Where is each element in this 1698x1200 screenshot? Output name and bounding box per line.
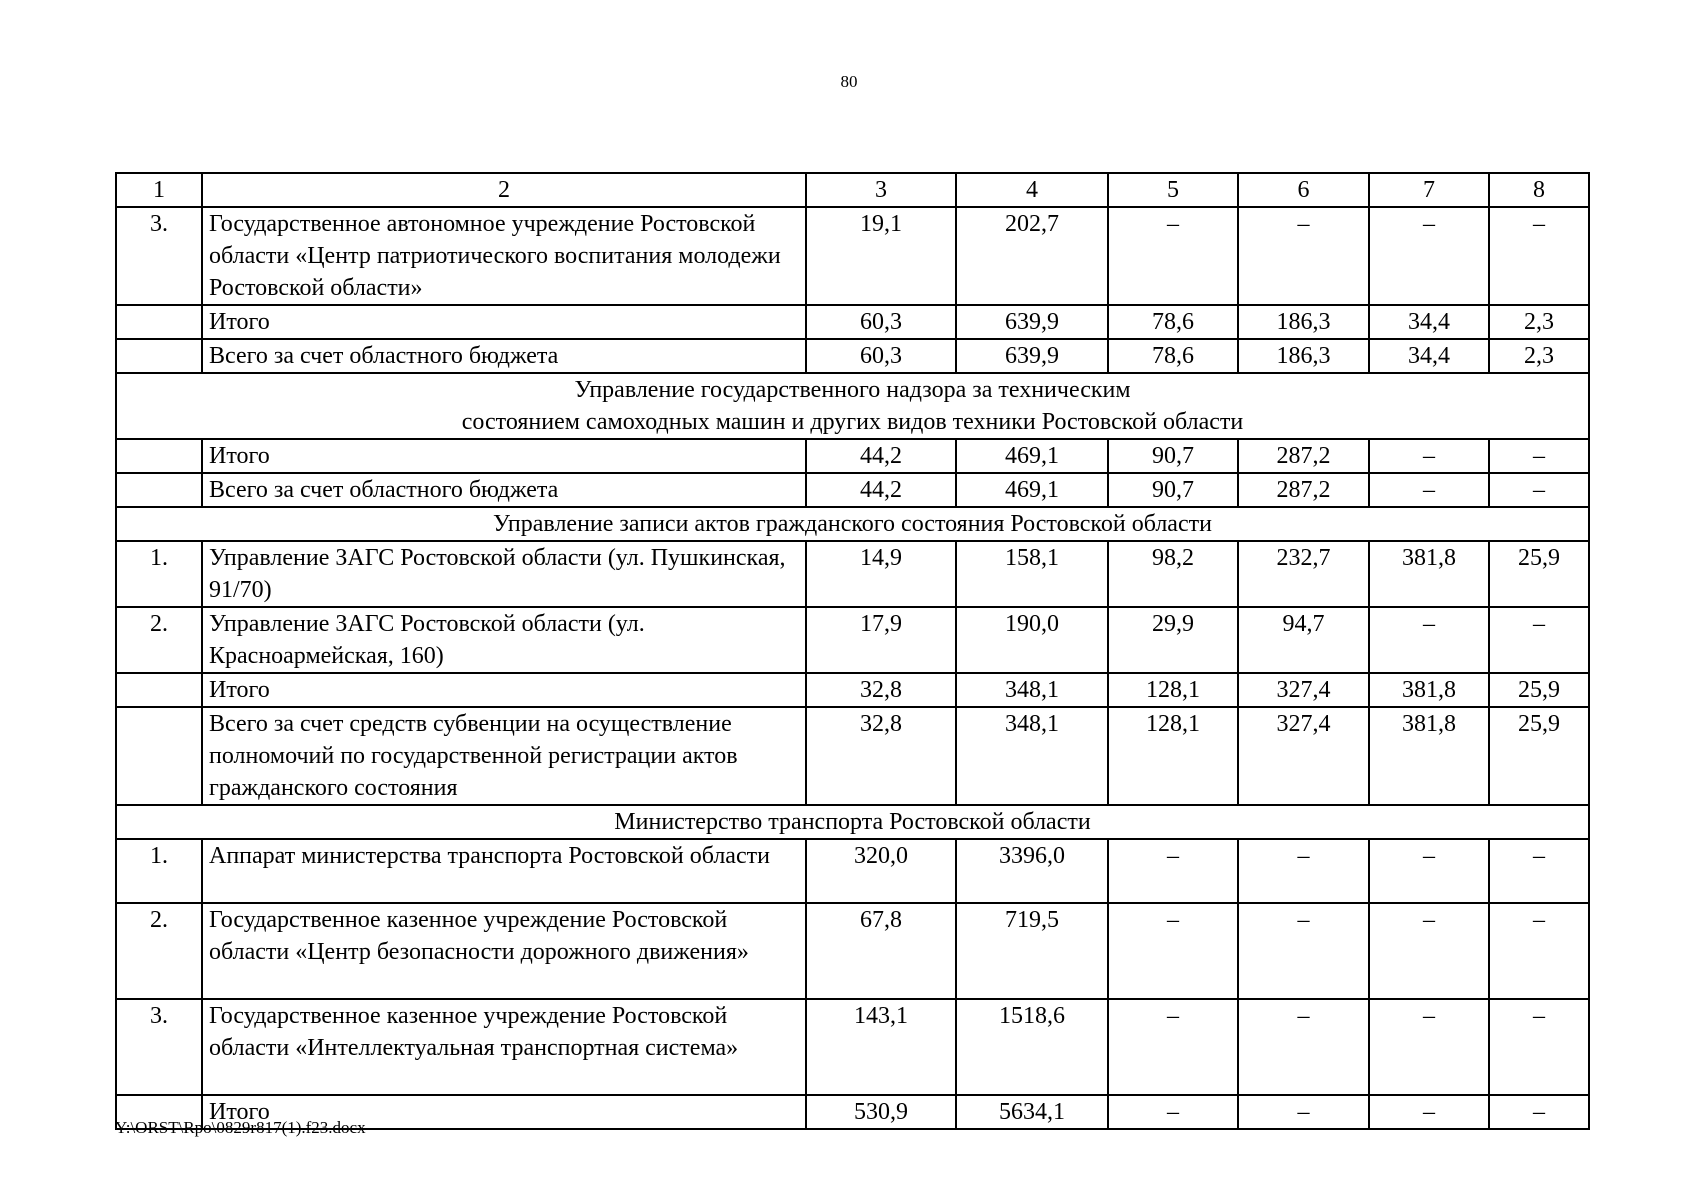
value-cell-col3: 32,8 <box>806 707 956 805</box>
value-cell-col8: 25,9 <box>1489 707 1589 805</box>
value-cell-col4: 719,5 <box>956 903 1108 999</box>
table-row <box>116 541 1589 607</box>
value-cell-col7: 34,4 <box>1369 305 1489 339</box>
value-cell-col7: – <box>1369 607 1489 673</box>
table-row <box>116 839 1589 903</box>
row-name: Итого <box>202 1095 806 1129</box>
value-cell-col6: 94,7 <box>1238 607 1369 673</box>
value-cell-col3: 320,0 <box>806 839 956 903</box>
row-name: Государственное казенное учреждение Ростовской области «Интеллектуальная транспортная система» <box>202 999 806 1095</box>
value-cell-col3: 14,9 <box>806 541 956 607</box>
value-cell-col6: – <box>1238 839 1369 903</box>
value-cell-col7: – <box>1369 207 1489 305</box>
row-number <box>116 707 202 805</box>
value-cell-col4: 469,1 <box>956 473 1108 507</box>
value-cell-col3: 32,8 <box>806 673 956 707</box>
value-cell-col4: 5634,1 <box>956 1095 1108 1129</box>
value-cell-col5: – <box>1108 839 1238 903</box>
header-cell: 2 <box>202 173 806 207</box>
value-cell-col4: 202,7 <box>956 207 1108 305</box>
row-name: Управление ЗАГС Ростовской области (ул. Красноармейская, 160) <box>202 607 806 673</box>
value-cell-col6: – <box>1238 903 1369 999</box>
value-cell-col8: – <box>1489 1095 1589 1129</box>
row-number: 1. <box>116 839 202 903</box>
section-header-row <box>116 373 1589 439</box>
section-title-line: Управление государственного надзора за техническим <box>574 377 1131 403</box>
value-cell-col3: 60,3 <box>806 339 956 373</box>
section-title <box>116 805 1589 839</box>
value-cell-col3: 44,2 <box>806 473 956 507</box>
value-cell-col6: 232,7 <box>1238 541 1369 607</box>
value-cell-col6: 287,2 <box>1238 439 1369 473</box>
page-number: 80 <box>840 72 858 91</box>
table-row <box>116 207 1589 305</box>
value-cell-col5: 29,9 <box>1108 607 1238 673</box>
value-cell-col5: – <box>1108 999 1238 1095</box>
value-cell-col7: 381,8 <box>1369 707 1489 805</box>
table-row <box>116 707 1589 805</box>
section-title-line: состоянием самоходных машин и других видов техники Ростовской области <box>461 409 1244 435</box>
value-cell-col7: 381,8 <box>1369 541 1489 607</box>
value-cell-col6: – <box>1238 207 1369 305</box>
budget-table <box>115 172 1590 1130</box>
value-cell-col6: 327,4 <box>1238 673 1369 707</box>
row-number <box>116 339 202 373</box>
value-cell-col8: – <box>1489 839 1589 903</box>
row-number <box>116 673 202 707</box>
value-cell-col7: – <box>1369 473 1489 507</box>
table-body <box>116 173 1589 1129</box>
section-title <box>116 373 1589 439</box>
row-name: Аппарат министерства транспорта Ростовской области <box>202 839 806 903</box>
value-cell-col5: – <box>1108 1095 1238 1129</box>
row-number: 3. <box>116 207 202 305</box>
value-cell-col8: – <box>1489 207 1589 305</box>
value-cell-col5: – <box>1108 903 1238 999</box>
value-cell-col3: 67,8 <box>806 903 956 999</box>
header-cell: 8 <box>1489 173 1589 207</box>
value-cell-col8: 2,3 <box>1489 305 1589 339</box>
value-cell-col3: 19,1 <box>806 207 956 305</box>
row-number: 3. <box>116 999 202 1095</box>
value-cell-col7: – <box>1369 1095 1489 1129</box>
row-name: Всего за счет областного бюджета <box>202 339 806 373</box>
value-cell-col4: 639,9 <box>956 305 1108 339</box>
value-cell-col6: – <box>1238 999 1369 1095</box>
value-cell-col6: 186,3 <box>1238 305 1369 339</box>
value-cell-col4: 158,1 <box>956 541 1108 607</box>
value-cell-col7: 34,4 <box>1369 339 1489 373</box>
value-cell-col4: 3396,0 <box>956 839 1108 903</box>
value-cell-col5: 78,6 <box>1108 305 1238 339</box>
value-cell-col5: – <box>1108 207 1238 305</box>
value-cell-col6: 186,3 <box>1238 339 1369 373</box>
value-cell-col5: 98,2 <box>1108 541 1238 607</box>
value-cell-col7: 381,8 <box>1369 673 1489 707</box>
value-cell-col7: – <box>1369 903 1489 999</box>
row-name: Итого <box>202 305 806 339</box>
row-name: Всего за счет областного бюджета <box>202 473 806 507</box>
row-name: Итого <box>202 439 806 473</box>
value-cell-col5: 128,1 <box>1108 673 1238 707</box>
row-number: 2. <box>116 903 202 999</box>
value-cell-col4: 639,9 <box>956 339 1108 373</box>
table-row <box>116 999 1589 1095</box>
row-number: 1. <box>116 541 202 607</box>
value-cell-col7: – <box>1369 999 1489 1095</box>
value-cell-col4: 348,1 <box>956 707 1108 805</box>
value-cell-col6: 287,2 <box>1238 473 1369 507</box>
value-cell-col4: 469,1 <box>956 439 1108 473</box>
value-cell-col8: – <box>1489 903 1589 999</box>
table-row <box>116 339 1589 373</box>
value-cell-col5: 90,7 <box>1108 439 1238 473</box>
section-title-line: Министерство транспорта Ростовской области <box>614 809 1091 835</box>
value-cell-col5: 128,1 <box>1108 707 1238 805</box>
value-cell-col6: 327,4 <box>1238 707 1369 805</box>
table-row <box>116 305 1589 339</box>
table-row <box>116 473 1589 507</box>
value-cell-col8: – <box>1489 473 1589 507</box>
value-cell-col5: 78,6 <box>1108 339 1238 373</box>
row-name: Итого <box>202 673 806 707</box>
value-cell-col6: – <box>1238 1095 1369 1129</box>
section-header-row <box>116 507 1589 541</box>
footer-file-path: Y:\ORST\Rpo\0829r817(1).f23.docx <box>115 1118 366 1137</box>
header-cell: 7 <box>1369 173 1489 207</box>
value-cell-col8: – <box>1489 439 1589 473</box>
value-cell-col4: 1518,6 <box>956 999 1108 1095</box>
row-number: 2. <box>116 607 202 673</box>
row-number <box>116 305 202 339</box>
value-cell-col8: 25,9 <box>1489 673 1589 707</box>
header-cell: 1 <box>116 173 202 207</box>
header-cell: 6 <box>1238 173 1369 207</box>
table-row <box>116 673 1589 707</box>
section-title-line: Управление записи актов гражданского состояния Ростовской области <box>493 511 1212 537</box>
section-title <box>116 507 1589 541</box>
section-header-row <box>116 805 1589 839</box>
value-cell-col4: 348,1 <box>956 673 1108 707</box>
table-row <box>116 607 1589 673</box>
value-cell-col8: – <box>1489 999 1589 1095</box>
header-cell: 3 <box>806 173 956 207</box>
value-cell-col3: 60,3 <box>806 305 956 339</box>
row-name: Государственное казенное учреждение Ростовской области «Центр безопасности дорожного движения» <box>202 903 806 999</box>
table-row <box>116 439 1589 473</box>
value-cell-col5: 90,7 <box>1108 473 1238 507</box>
value-cell-col8: – <box>1489 607 1589 673</box>
value-cell-col3: 530,9 <box>806 1095 956 1129</box>
value-cell-col4: 190,0 <box>956 607 1108 673</box>
header-cell: 5 <box>1108 173 1238 207</box>
row-name: Государственное автономное учреждение Ростовской области «Центр патриотического воспитания молодежи Ростовской области» <box>202 207 806 305</box>
value-cell-col7: – <box>1369 439 1489 473</box>
header-row <box>116 173 1589 207</box>
table-row <box>116 903 1589 999</box>
value-cell-col3: 44,2 <box>806 439 956 473</box>
header-cell: 4 <box>956 173 1108 207</box>
row-number <box>116 439 202 473</box>
value-cell-col8: 25,9 <box>1489 541 1589 607</box>
value-cell-col3: 143,1 <box>806 999 956 1095</box>
row-number <box>116 473 202 507</box>
value-cell-col3: 17,9 <box>806 607 956 673</box>
row-name: Всего за счет средств субвенции на осуществление полномочий по государственной регистрации актов гражданского состояния <box>202 707 806 805</box>
row-name: Управление ЗАГС Ростовской области (ул. Пушкинская, 91/70) <box>202 541 806 607</box>
value-cell-col7: – <box>1369 839 1489 903</box>
value-cell-col8: 2,3 <box>1489 339 1589 373</box>
